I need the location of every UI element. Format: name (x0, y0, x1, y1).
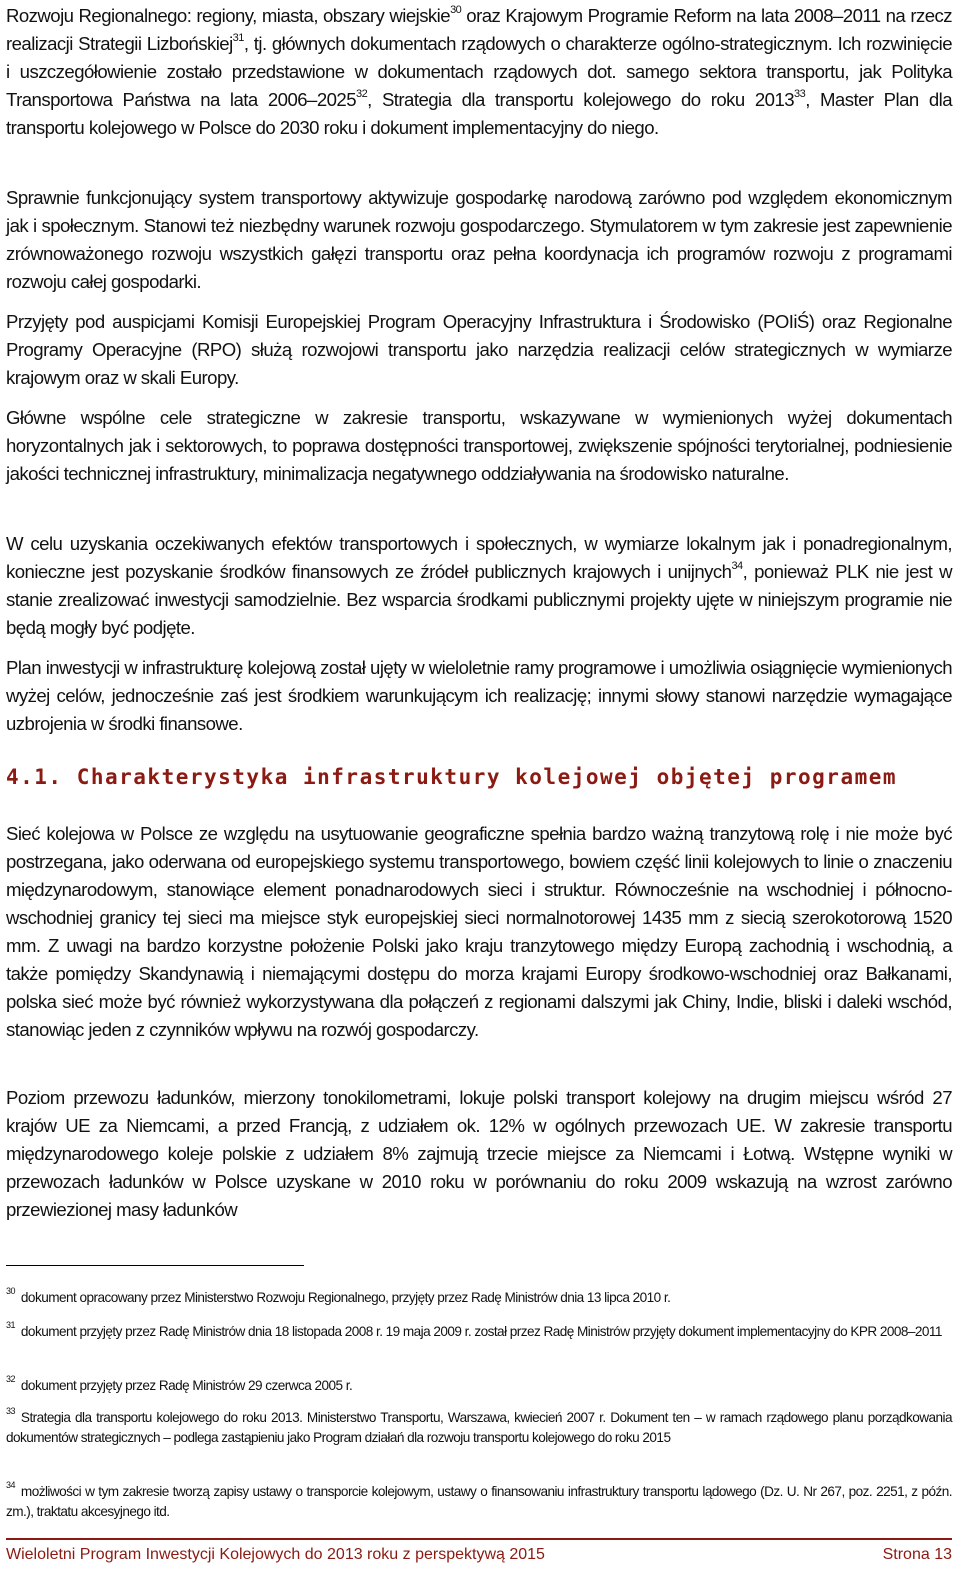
paragraph-text: , Master Plan dla transportu kolejowego w Polsce do 2030 roku i dokument implementacyjny do niego. (6, 89, 953, 138)
paragraph-freight (6, 1084, 952, 1224)
section-heading: 4.1. Charakterystyka infrastruktury kolejowej objętej programem (6, 765, 898, 789)
footnote-30 (6, 1288, 952, 1308)
paragraph-text: Plan inwestycji w infrastrukturę kolejową został ujęty w wieloletnie ramy programowe i umożliwia osiągnięcie wymienionych wyżej celów, jednocześnie zaś jest środkiem warunkującym ich realizację; innymi słowy stanowi narzędzie wymagające uzbrojenia w środki finansowe. (6, 657, 952, 734)
footnote-text: Strategia dla transportu kolejowego do roku 2013. Ministerstwo Transportu, Warszawa, kwiecień 2007 r. Dokument ten – w ramach rządowego planu porządkowania dokumentów strategicznych – podlega zastąpieniu jako Program działań dla rozwoju transportu kolejowego do roku 2015 (6, 1410, 952, 1445)
paragraph-investment-plan (6, 654, 952, 738)
footnote-ref-34[interactable]: 34 (731, 559, 743, 572)
paragraph-text: , tj. głównych dokumentach rządowych o charakterze ogólno-strategicznym. Ich rozwinięcie i uszczegółowienie zostało przedstawione w dokumentach rządowych dot. samego sektora transportu, jak Polityka Transportowa Państwa na lata 2006–2025 (6, 33, 952, 110)
footnote-33 (6, 1408, 952, 1448)
footnote-number: 33 (6, 1406, 15, 1417)
paragraph-text: Sprawnie funkcjonujący system transportowy aktywizuje gospodarkę narodową zarówno pod względem ekonomicznym jak i społecznym. Stanowi też niezbędny warunek rozwoju gospodarczego. Stymulatorem w tym zakresie jest zapewnienie zrównoważonego rozwoju wszystkich gałęzi transportu oraz pełna koordynacja ich programów rozwoju z programami rozwoju całej gospodarki. (6, 187, 952, 292)
paragraph-strategies (6, 2, 952, 142)
paragraph-rail-network (6, 820, 952, 1044)
footnote-text: dokument przyjęty przez Radę Ministrów 29 czerwca 2005 r. (20, 1378, 353, 1393)
footnote-number: 34 (6, 1480, 15, 1491)
paragraph-text: , ponieważ PLK nie jest w stanie zrealizować inwestycji samodzielnie. Bez wsparcia środkami publicznymi projekty ujęte w niniejszym programie nie będą mogły być podjęte. (6, 561, 952, 638)
paragraph-text: Sieć kolejowa w Polsce ze względu na usytuowanie geograficzne spełnia bardzo ważną tranzytową rolę i nie może być postrzegana, jako oderwana od europejskiego systemu transportowego, bowiem część linii kolejowych to linie o znaczeniu międzynarodowym, stanowiące element ponadnarodowych sieci i struktur. Równocześnie na wschodniej i północno-wschodniej granicy tej sieci ma miejsce styk europejskiej sieci normalnotorowej 1435 mm z siecią szerokotorową 1520 mm. Z uwagi na bardzo korzystne położenie Polski jako kraju tranzytowego między Europą zachodnią i wschodnią, a także pomiędzy Skandynawią i niemającymi dostępu do morza krajami Europy środkowo-wschodniej oraz Bałkanami, polska sieć może być również wykorzystywana dla połączeń z regionami dalszymi jak Chiny, Indie, bliski i daleki wschód, stanowiąc jeden z czynników wpływu na rozwój gospodarczy. (6, 823, 952, 1040)
footnote-text: dokument przyjęty przez Radę Ministrów dnia 18 listopada 2008 r. 19 maja 2009 r. został przez Radę Ministrów przyjęty dokument implementacyjny do KPR 2008–2011 (20, 1324, 942, 1339)
paragraph-text: , Strategia dla transportu kolejowego do roku 2013 (367, 89, 795, 110)
paragraph-funding (6, 530, 952, 642)
paragraph-goals (6, 404, 952, 488)
paragraph-text: Przyjęty pod auspicjami Komisji Europejskiej Program Operacyjny Infrastruktura i Środowisko (POIiŚ) oraz Regionalne Programy Operacyjne (RPO) służą rozwojowi transportu jako narzędzia realizacji celów strategicznych w wymiarze krajowym oraz w skali Europy. (6, 311, 952, 388)
footer-separator (6, 1538, 952, 1540)
page-footer (6, 1546, 952, 1568)
paragraph-text: W celu uzyskania oczekiwanych efektów transportowych i społecznych, w wymiarze lokalnym jak i ponadregionalnym, konieczne jest pozyskanie środków finansowych ze źródeł publicznych krajowych i unijnych (6, 533, 952, 582)
footnote-number: 30 (6, 1286, 15, 1297)
footnote-ref-30[interactable]: 30 (450, 3, 462, 16)
paragraph-transport-system (6, 184, 952, 296)
footnote-text: możliwości w tym zakresie tworzą zapisy ustawy o transporcie kolejowym, ustawy o finansowaniu infrastruktury transportu lądowego (Dz. U. Nr 267, poz. 2251, z późn. zm.), traktatu akcesyjnego itd. (6, 1484, 952, 1519)
footnote-32 (6, 1376, 952, 1396)
footnote-31 (6, 1322, 952, 1342)
footnote-34 (6, 1482, 952, 1522)
footer-title: Wieloletni Program Inwestycji Kolejowych do 2013 roku z perspektywą 2015 (6, 1546, 545, 1563)
footnote-number: 32 (6, 1374, 15, 1385)
footnote-ref-31[interactable]: 31 (232, 31, 244, 44)
footnote-ref-32[interactable]: 32 (356, 87, 368, 100)
page-number: Strona 13 (882, 1546, 952, 1563)
paragraph-text: Poziom przewozu ładunków, mierzony tonokilometrami, lokuje polski transport kolejowy na drugim miejscu wśród 27 krajów UE za Niemcami, a przed Francją, z udziałem ok. 12% w ogólnych przewozach UE. W zakresie transportu międzynarodowego koleje polskie z udziałem 8% zajmują trzecie miejsce za Niemcami i Łotwą. Wstępne wyniki w przewozach ładunków w Polsce uzyskane w 2010 roku w porównaniu do roku 2009 wskazują na wzrost zarówno przewiezionej masy ładunków (6, 1087, 952, 1220)
footnote-ref-33[interactable]: 33 (794, 87, 806, 100)
paragraph-text: oraz Krajowym Programie Reform na lata 2008–2011 na rzecz realizacji Strategii Lizbońskiej (6, 5, 952, 54)
footnote-number: 31 (6, 1320, 15, 1331)
paragraph-text: Główne wspólne cele strategiczne w zakresie transportu, wskazywane w wymienionych wyżej dokumentach horyzontalnych jak i sektorowych, to poprawa dostępności transportowej, zwiększenie spójności terytorialnej, podniesienie jakości technicznej infrastruktury, minimalizacja negatywnego oddziaływania na środowisko naturalne. (6, 407, 952, 484)
footnote-text: dokument opracowany przez Ministerstwo Rozwoju Regionalnego, przyjęty przez Radę Ministrów dnia 13 lipca 2010 r. (20, 1290, 671, 1305)
paragraph-poiis (6, 308, 952, 392)
paragraph-text: Rozwoju Regionalnego: regiony, miasta, obszary wiejskie (6, 5, 451, 26)
footnote-separator (6, 1265, 304, 1266)
